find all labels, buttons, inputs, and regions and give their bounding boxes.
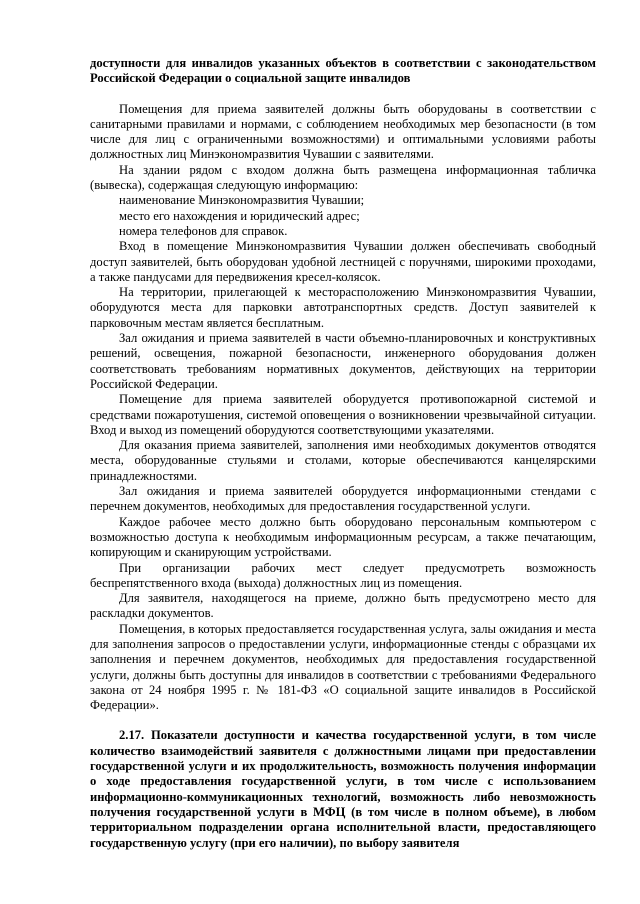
paragraph-workplace-access: При организации рабочих мест следует предусмотреть возможность беспрепятственного входа (выхода) должностных лиц из помещения. bbox=[90, 560, 596, 590]
paragraph-information-sign: На здании рядом с входом должна быть размещена информационная табличка (вывеска), содержащая следующую информацию: bbox=[90, 162, 596, 193]
section-heading-continued: доступности для инвалидов указанных объектов в соответствии с законодательством Российской Федерации о социальной защите инвалидов bbox=[90, 56, 596, 86]
section-2-17-heading: 2.17. Показатели доступности и качества государственной услуги, в том числе количество взаимодействий заявителя с должностными лицами при предоставлении государственной услуги и их продолжительность, возможность получения информации о ходе предоставления государственной услуги, в том числе с использованием информационно-коммуникационных технологий, возможность либо невозможность получения государственной услуги в МФЦ (в том числе в полном объеме), в любом территориальном подразделении органа исполнительной власти, предоставляющего государственную услугу (при его наличии), по выбору заявителя bbox=[90, 728, 596, 850]
paragraph-parking: На территории, прилегающей к месторасположению Минэкономразвития Чувашии, оборудуются места для парковки автотранспортных средств. Доступ заявителей к парковочным местам является бесплатным. bbox=[90, 285, 596, 330]
paragraph-waiting-hall: Зал ожидания и приема заявителей в части объемно-планировочных и конструктивных решений, освещения, пожарной безопасности, инженерного оборудования должен соответствовать требованиям нормативных документов, действующих на территории Российской Федерации. bbox=[90, 331, 596, 391]
paragraph-fire-safety: Помещение для приема заявителей оборудуется противопожарной системой и средствами пожаротушения, системой оповещения о возникновении чрезвычайной ситуации. Вход и выход из помещений оборудуются соответствующими указателями. bbox=[90, 392, 596, 437]
paragraph-workplace: Каждое рабочее место должно быть оборудовано персональным компьютером с возможностью доступа к необходимым информационным ресурсам, а также печатающим, копирующим и сканирующим устройствами. bbox=[90, 514, 596, 560]
document-page bbox=[90, 56, 596, 851]
paragraph-info-stands: Зал ожидания и приема заявителей оборудуется информационными стендами с перечнем документов, необходимых для предоставления государственной услуги. bbox=[90, 484, 596, 514]
sign-item-address: место его нахождения и юридический адрес; bbox=[119, 208, 360, 223]
paragraph-entrance: Вход в помещение Минэкономразвития Чувашии должен обеспечивать свободный доступ заявителей, быть оборудован удобной лестницей с поручнями, широкими проходами, а также пандусами для передвижения кресел-колясок. bbox=[90, 239, 596, 284]
paragraph-reception-places: Для оказания приема заявителей, заполнения ими необходимых документов отводятся места, оборудованные стульями и столами, которые обеспечиваются канцелярскими принадлежностями. bbox=[90, 438, 596, 483]
sign-item-name: наименование Минэкономразвития Чувашии; bbox=[119, 193, 365, 208]
paragraph-document-space: Для заявителя, находящегося на приеме, должно быть предусмотрено место для раскладки документов. bbox=[90, 591, 596, 621]
paragraph-premises-requirements: Помещения для приема заявителей должны быть оборудованы в соответствии с санитарными правилами и нормами, с соблюдением необходимых мер безопасности (в том числе для лиц с ограниченными возможностями) и оптимальными условиями работы должностных лиц Минэкономразвития Чувашии с заявителями. bbox=[90, 101, 596, 162]
paragraph-accessibility: Помещения, в которых предоставляется государственная услуга, залы ожидания и места для заполнения запросов о предоставлении услуги, информационные стенды с образцами их заполнения и перечнем документов, необходимых для предоставления государственной услуги, должны быть доступны для инвалидов в соответствии с требованиями Федерального закона от 24 ноября 1995 г. № 181-ФЗ «О социальной защите инвалидов в Российской Федерации». bbox=[90, 621, 596, 713]
sign-item-phones: номера телефонов для справок. bbox=[119, 223, 288, 238]
